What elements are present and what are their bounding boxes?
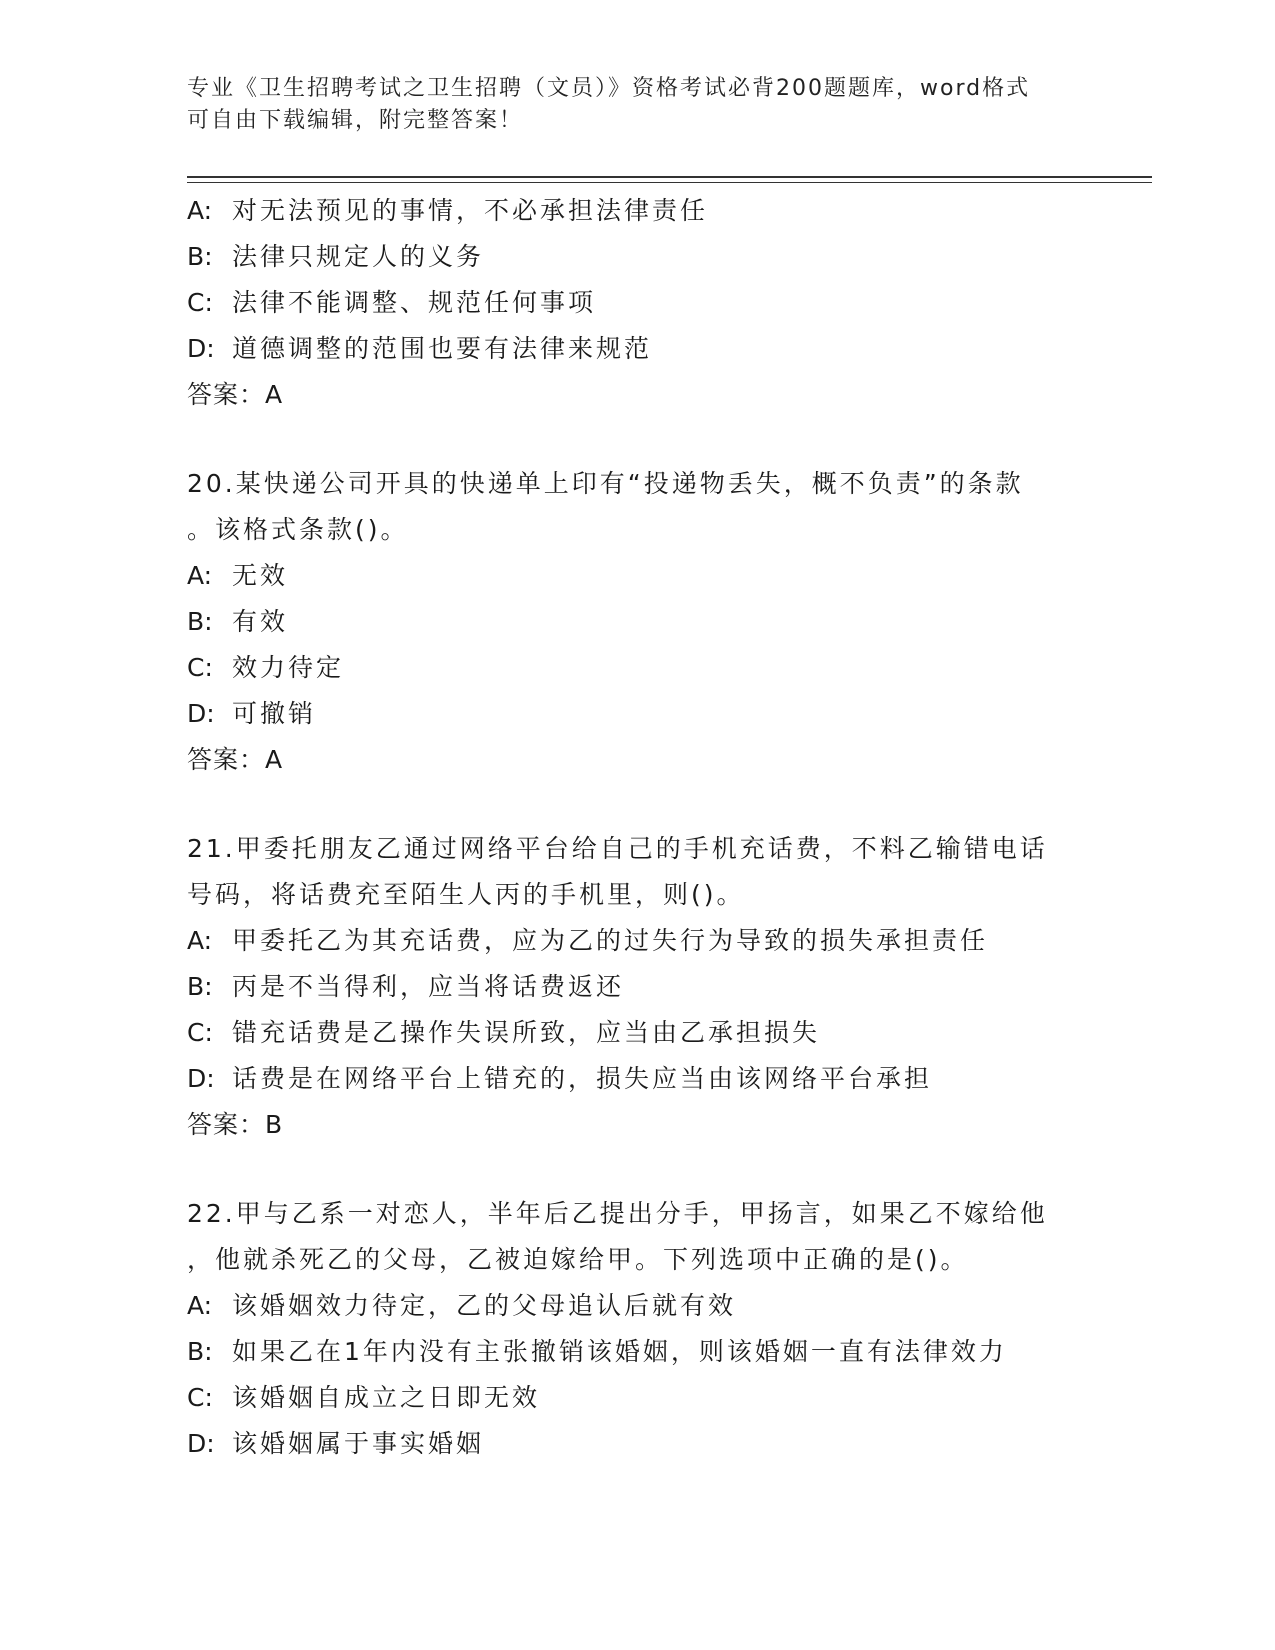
option-text: 甲委托乙为其充话费，应为乙的过失行为导致的损失承担责任	[232, 926, 989, 955]
option-letter: C:	[187, 1383, 213, 1412]
question-stem-line: 21.甲委托朋友乙通过网络平台给自己的手机充话费，不料乙输错电话	[187, 834, 1048, 863]
option-letter: A:	[187, 196, 213, 225]
option-d	[187, 1421, 1087, 1467]
option-c	[187, 645, 1087, 691]
option-letter: D:	[187, 699, 215, 728]
question-20	[187, 461, 1087, 783]
question-stem-line: 。该格式条款()。	[187, 515, 409, 544]
option-c	[187, 1010, 1087, 1056]
question-22	[187, 1191, 1087, 1467]
option-letter: B:	[187, 607, 213, 636]
question-21	[187, 826, 1087, 1148]
option-text: 错充话费是乙操作失误所致，应当由乙承担损失	[232, 1018, 821, 1047]
question-stem-line: ，他就杀死乙的父母，乙被迫嫁给甲。下列选项中正确的是()。	[187, 1245, 969, 1274]
question-list	[187, 188, 1087, 1467]
spacer	[187, 418, 1087, 461]
option-text: 如果乙在1年内没有主张撤销该婚姻，则该婚姻一直有法律效力	[232, 1337, 1007, 1366]
option-d	[187, 691, 1087, 737]
answer-label: 答案：B	[187, 1110, 284, 1139]
option-text: 话费是在网络平台上错充的，损失应当由该网络平台承担	[232, 1064, 933, 1093]
option-c	[187, 1375, 1087, 1421]
option-b	[187, 599, 1087, 645]
question-stem-line: 20.某快递公司开具的快递单上印有“投递物丢失，概不负责”的条款	[187, 469, 1024, 498]
option-b	[187, 234, 1087, 280]
option-text: 法律不能调整、规范任何事项	[232, 288, 597, 317]
answer-label: 答案：A	[187, 380, 284, 409]
option-a	[187, 1283, 1087, 1329]
question-stem-line: 22.甲与乙系一对恋人，半年后乙提出分手，甲扬言，如果乙不嫁给他	[187, 1199, 1048, 1228]
option-a	[187, 188, 1087, 234]
option-d	[187, 326, 1087, 372]
option-letter: D:	[187, 334, 215, 363]
option-letter: C:	[187, 288, 213, 317]
header-divider-thin	[187, 182, 1152, 183]
option-text: 法律只规定人的义务	[232, 242, 485, 271]
page-header	[187, 73, 1087, 137]
question-19	[187, 188, 1087, 418]
spacer	[187, 1148, 1087, 1191]
option-text: 该婚姻自成立之日即无效	[232, 1383, 541, 1412]
option-letter: C:	[187, 653, 213, 682]
option-text: 丙是不当得利，应当将话费返还	[232, 972, 625, 1001]
option-letter: C:	[187, 1018, 213, 1047]
question-stem-line: 号码，将话费充至陌生人丙的手机里，则()。	[187, 880, 745, 909]
header-line-1: 专业《卫生招聘考试之卫生招聘（文员）》资格考试必背200题题库，word格式	[187, 76, 1031, 101]
option-letter: A:	[187, 926, 213, 955]
option-b	[187, 964, 1087, 1010]
option-letter: A:	[187, 561, 213, 590]
spacer	[187, 783, 1087, 826]
option-text: 有效	[232, 607, 289, 636]
option-text: 效力待定	[232, 653, 345, 682]
option-c	[187, 280, 1087, 326]
header-line-2: 可自由下载编辑，附完整答案！	[187, 108, 524, 133]
answer-label: 答案：A	[187, 745, 284, 774]
option-text: 道德调整的范围也要有法律来规范	[232, 334, 653, 363]
option-text: 无效	[232, 561, 289, 590]
option-letter: D:	[187, 1429, 215, 1458]
option-text: 可撤销	[232, 699, 317, 728]
option-text: 该婚姻效力待定，乙的父母追认后就有效	[232, 1291, 737, 1320]
option-d	[187, 1056, 1087, 1102]
option-text: 该婚姻属于事实婚姻	[232, 1429, 485, 1458]
option-b	[187, 1329, 1087, 1375]
option-letter: B:	[187, 972, 213, 1001]
option-a	[187, 553, 1087, 599]
option-text: 对无法预见的事情，不必承担法律责任	[232, 196, 709, 225]
option-letter: B:	[187, 242, 213, 271]
option-a	[187, 918, 1087, 964]
header-divider-thick	[187, 176, 1152, 178]
option-letter: B:	[187, 1337, 213, 1366]
option-letter: A:	[187, 1291, 213, 1320]
option-letter: D:	[187, 1064, 215, 1093]
